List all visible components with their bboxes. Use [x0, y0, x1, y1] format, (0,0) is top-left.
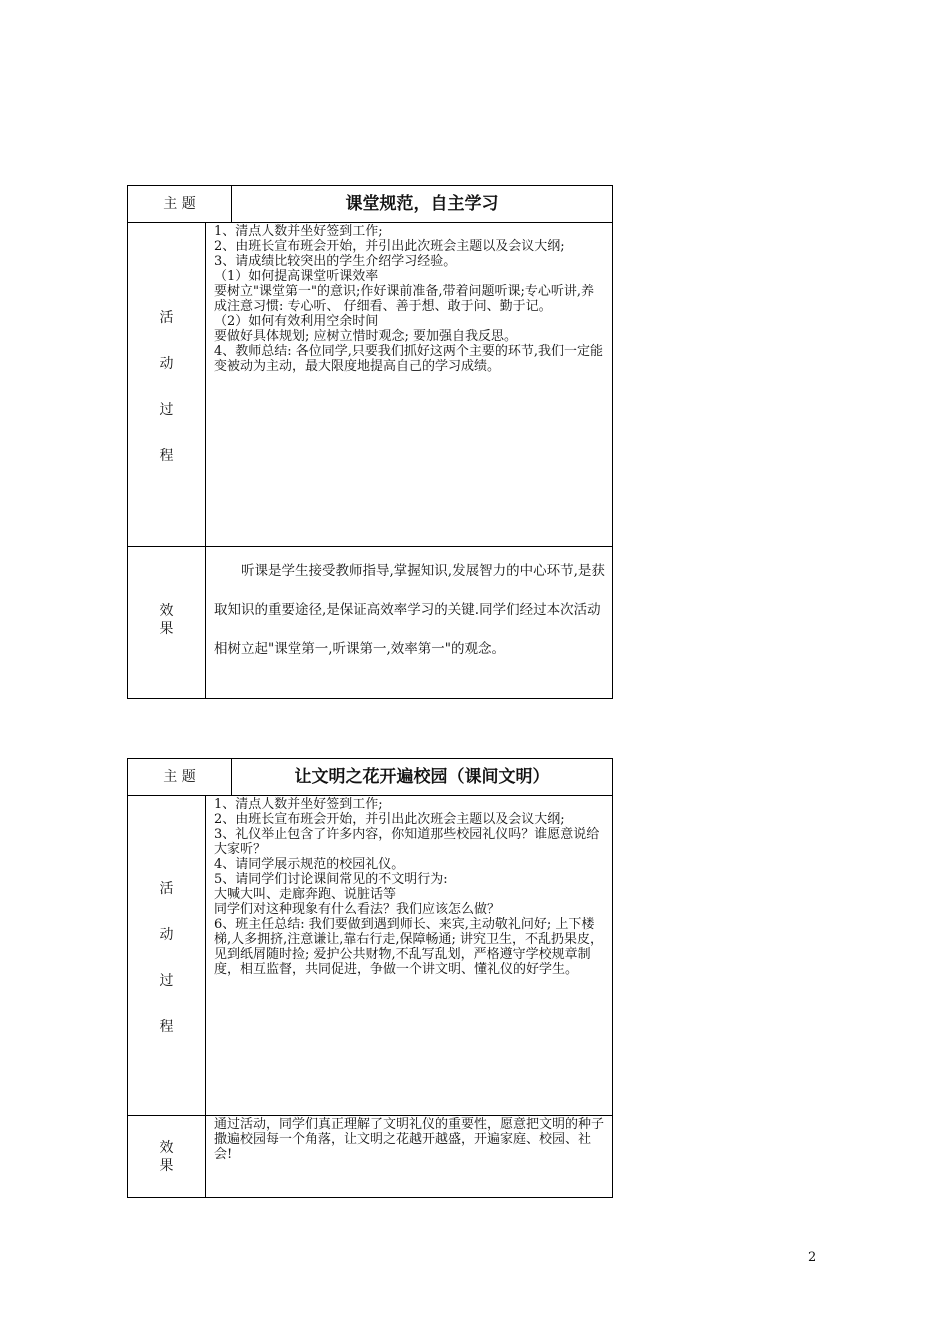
process-label-char: 程: [159, 1019, 174, 1035]
table-2: [127, 758, 613, 1198]
topic-title: 课堂规范，自主学习: [345, 194, 499, 214]
effect-label-char: 果: [159, 621, 174, 637]
table-1: [127, 185, 613, 699]
topic-label: 主 题: [163, 769, 196, 785]
process-label-char: 动: [159, 356, 174, 372]
effect-text: 听课是学生接受教师指导,掌握知识,发展智力的中心环节,是获取知识的重要途径,是保证高效率学习的关键.同学们经过本次活动相树立起"课堂第一,听课第一,效率第一"的观念。: [214, 563, 605, 657]
effect-label-char: 效: [159, 1140, 174, 1156]
effect-text: 通过活动，同学们真正理解了文明礼仪的重要性，愿意把文明的种子撒遍校园每一个角落，让文明之花越开越盛，开遍家庭、校园、社会!: [214, 1117, 605, 1162]
topic-title: 让文明之花开遍校园（课间文明）: [294, 767, 550, 787]
process-label-char: 过: [159, 402, 174, 418]
process-label-char: 过: [159, 973, 174, 989]
process-label-char: 活: [159, 310, 174, 326]
process-label-char: 程: [159, 448, 174, 464]
process-label-char: 动: [159, 927, 174, 943]
process-label-char: 活: [159, 881, 174, 897]
effect-label-char: 果: [159, 1158, 174, 1174]
process-text: 1、清点人数并坐好签到工作; 2、由班长宣布班会开始，并引出此次班会主题以及会议大纲; 3、礼仪举止包含了许多内容，你知道那些校园礼仪吗？谁愿意说给大家听？ 4、请同学展示规范的校园礼仪。 5、请同学们讨论课间常见的不文明行为: 大喊大叫、走廊奔跑、说脏话等 同学们对这种现象有什么看法？我们应该怎么做？ 6、班主任总结: 我们要做到遇到师长、来宾,主动敬礼问好; 上下楼梯,人多拥挤,注意谦让,靠右行走,保障畅通; 讲究卫生，不乱扔果皮，见到纸屑随时捡; 爱护公共财物,不乱写乱划，严格遵守学校规章制度，相互监督，共同促进，争做一个讲文明、懂礼仪的好学生。: [214, 797, 604, 977]
process-text: 1、清点人数并坐好签到工作; 2、由班长宣布班会开始，并引出此次班会主题以及会议大纲; 3、请成绩比较突出的学生介绍学习经验。 （1）如何提高课堂听课效率 要树立"课堂第一"的意识;作好课前准备,带着问题听课;专心听讲,养成注意习惯: 专心听、 仔细看、善于想、敢于问、勤于记。 （2）如何有效利用空余时间 要做好具体规划; 应树立惜时观念; 要加强自我反思。 4、教师总结: 各位同学,只要我们抓好这两个主要的环节,我们一定能变被动为主动，最大限度地提高自己的学习成绩。: [214, 224, 604, 374]
topic-label: 主 题: [163, 196, 196, 212]
effect-label-char: 效: [159, 603, 174, 619]
effect-label: [128, 604, 205, 640]
process-label: [128, 311, 205, 495]
page-number: 2: [808, 1250, 817, 1265]
process-label: [128, 882, 205, 1066]
effect-label: [128, 1141, 205, 1177]
